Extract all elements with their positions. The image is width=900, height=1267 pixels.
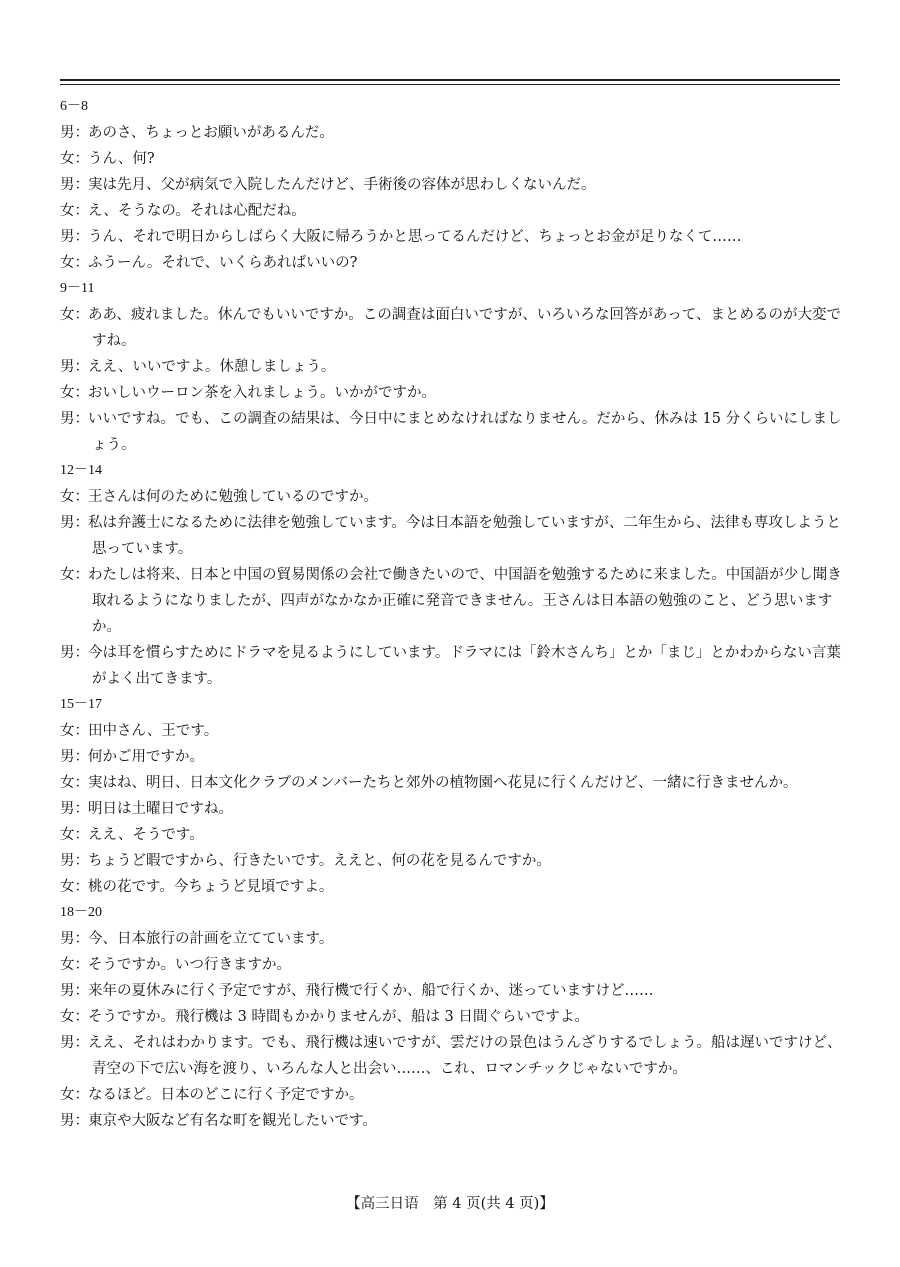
dialogue-text: ふうーん。それで、いくらあればいいの? — [88, 255, 358, 271]
dialogue-line — [60, 146, 842, 172]
speaker-label: 女： — [60, 385, 89, 401]
speaker-label: 女： — [60, 489, 89, 505]
speaker-label: 女： — [60, 567, 89, 583]
dialogue-line — [60, 718, 842, 744]
dialogue-text: そうですか。飛行機は 3 時間もかかりませんが、船は 3 日間ぐらいですよ。 — [88, 1009, 589, 1025]
dialogue-line — [60, 770, 842, 796]
dialogue-line — [60, 978, 842, 1004]
dialogue-text: 今、日本旅行の計画を立てています。 — [88, 931, 334, 947]
dialogue-line — [60, 250, 842, 276]
dialogue-line — [60, 484, 842, 510]
dialogue-line — [60, 354, 842, 380]
dialogue-line — [60, 744, 842, 770]
dialogue-line — [60, 952, 842, 978]
dialogue-line — [60, 120, 842, 146]
speaker-label: 女： — [60, 1087, 89, 1103]
dialogue-line — [60, 822, 842, 848]
dialogue-line — [60, 1108, 842, 1134]
speaker-label: 男： — [60, 1035, 89, 1051]
dialogue-section — [60, 94, 842, 276]
speaker-label: 男： — [60, 177, 89, 193]
dialogue-line — [60, 562, 842, 640]
dialogue-text: ええ、それはわかります。でも、飛行機は速いですが、雲だけの景色はうんざりするでしょう。船は遅いですけど、青空の下で広い海を渡り、いろんな人と出会い……、これ、ロマンチックじゃないですか。 — [88, 1035, 842, 1077]
dialogue-text: 実は先月、父が病気で入院したんだけど、手術後の容体が思わしくないんだ。 — [88, 177, 596, 193]
speaker-label: 男： — [60, 645, 89, 661]
speaker-label: 女： — [60, 1009, 89, 1025]
dialogue-text: 明日は土曜日ですね。 — [88, 801, 233, 817]
speaker-label: 男： — [60, 801, 89, 817]
dialogue-text: うん、それで明日からしばらく大阪に帰ろうかと思ってるんだけど、ちょっとお金が足りなくて…… — [88, 229, 742, 245]
speaker-label: 女： — [60, 151, 89, 167]
dialogue-text: 王さんは何のために勉強しているのですか。 — [88, 489, 378, 505]
section-number-label: 6－8 — [60, 99, 88, 114]
dialogue-line — [60, 406, 842, 458]
dialogue-text: 来年の夏休みに行く予定ですが、飛行機で行くか、船で行くか、迷っていますけど…… — [88, 983, 654, 999]
speaker-label: 男： — [60, 515, 89, 531]
dialogue-text: あのさ、ちょっとお願いがあるんだ。 — [88, 125, 334, 141]
dialogue-text: 何かご用ですか。 — [88, 749, 204, 765]
dialogue-content — [60, 94, 842, 1134]
dialogue-line — [60, 510, 842, 562]
dialogue-text: そうですか。いつ行きますか。 — [88, 957, 291, 973]
section-number-label: 18－20 — [60, 905, 102, 920]
dialogue-line — [60, 1082, 842, 1108]
dialogue-line — [60, 926, 842, 952]
dialogue-text: え、そうなの。それは心配だね。 — [88, 203, 306, 219]
dialogue-text: いいですね。でも、この調査の結果は、今日中にまとめなければなりません。だから、休みは 15 分くらいにしましょう。 — [88, 411, 842, 453]
speaker-label: 女： — [60, 723, 89, 739]
dialogue-text: ええ、そうです。 — [88, 827, 204, 843]
dialogue-text: ちょうど暇ですから、行きたいです。ええと、何の花を見るんですか。 — [88, 853, 551, 869]
page-footer: 【高三日语 第 4 页(共 4 页)】 — [346, 1196, 554, 1212]
dialogue-text: 東京や大阪など有名な町を観光したいです。 — [88, 1113, 377, 1129]
dialogue-line — [60, 796, 842, 822]
speaker-label: 女： — [60, 957, 89, 973]
dialogue-text: 実はね、明日、日本文化クラブのメンバーたちと郊外の植物園へ花見に行くんだけど、一緒に行きませんか。 — [88, 775, 798, 791]
speaker-label: 男： — [60, 359, 89, 375]
dialogue-section — [60, 276, 842, 458]
dialogue-line — [60, 1004, 842, 1030]
speaker-label: 女： — [60, 827, 89, 843]
dialogue-section — [60, 900, 842, 1134]
dialogue-text: わたしは将来、日本と中国の貿易関係の会社で働きたいので、中国語を勉強するために来ました。中国語が少し聞き取れるようになりましたが、四声がなかなか正確に発音できません。王さんは日本語の勉強のこと、どう思いますか。 — [88, 567, 842, 635]
speaker-label: 女： — [60, 255, 89, 271]
speaker-label: 男： — [60, 229, 89, 245]
header-rule-thin — [60, 84, 840, 85]
dialogue-line — [60, 380, 842, 406]
dialogue-text: なるほど。日本のどこに行く予定ですか。 — [88, 1087, 364, 1103]
dialogue-line — [60, 1030, 842, 1082]
dialogue-text: 私は弁護士になるために法律を勉強しています。今は日本語を勉強していますが、二年生から、法律も専攻しようと思っています。 — [88, 515, 841, 557]
speaker-label: 男： — [60, 411, 89, 427]
dialogue-text: 桃の花です。今ちょうど見頃ですよ。 — [88, 879, 334, 895]
dialogue-line — [60, 224, 842, 250]
dialogue-line — [60, 848, 842, 874]
speaker-label: 男： — [60, 853, 89, 869]
dialogue-section — [60, 692, 842, 900]
section-number-label: 12－14 — [60, 463, 102, 478]
dialogue-text: ああ、疲れました。休んでもいいですか。この調査は面白いですが、いろいろな回答があって、まとめるのが大変ですね。 — [88, 307, 841, 349]
dialogue-text: うん、何? — [88, 151, 155, 167]
speaker-label: 男： — [60, 983, 89, 999]
dialogue-line — [60, 198, 842, 224]
dialogue-line — [60, 640, 842, 692]
speaker-label: 男： — [60, 1113, 89, 1129]
dialogue-section — [60, 458, 842, 692]
speaker-label: 女： — [60, 203, 89, 219]
dialogue-line — [60, 172, 842, 198]
speaker-label: 男： — [60, 749, 89, 765]
dialogue-text: おいしいウーロン茶を入れましょう。いかがですか。 — [88, 385, 436, 401]
speaker-label: 女： — [60, 879, 89, 895]
dialogue-line — [60, 302, 842, 354]
speaker-label: 男： — [60, 125, 89, 141]
section-number-label: 15－17 — [60, 697, 102, 712]
dialogue-text: 田中さん、王です。 — [88, 723, 219, 739]
dialogue-text: 今は耳を慣らすためにドラマを見るようにしています。ドラマには「鈴木さんち」とか「まじ」とかわからない言葉がよく出てきます。 — [88, 645, 841, 687]
section-number-label: 9－11 — [60, 281, 95, 296]
speaker-label: 男： — [60, 931, 89, 947]
dialogue-line — [60, 874, 842, 900]
speaker-label: 女： — [60, 775, 89, 791]
speaker-label: 女： — [60, 307, 89, 323]
dialogue-text: ええ、いいですよ。休憩しましょう。 — [88, 359, 336, 375]
header-rule-thick — [60, 79, 840, 81]
